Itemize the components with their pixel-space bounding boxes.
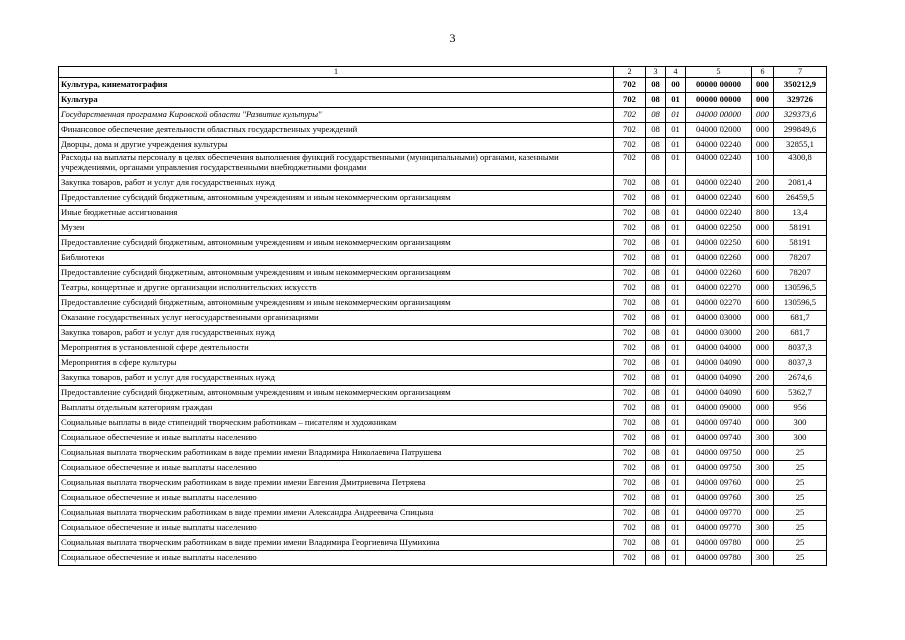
subsection-code-cell: 01 [666, 521, 686, 536]
column-number: 6 [752, 67, 774, 78]
table-row [59, 326, 827, 341]
target-article-cell: 04000 04000 [686, 341, 752, 356]
department-code-cell: 702 [614, 476, 646, 491]
table-row [59, 251, 827, 266]
expense-type-cell: 300 [752, 461, 774, 476]
department-code-cell: 702 [614, 108, 646, 123]
section-code-cell: 08 [646, 296, 666, 311]
section-code-cell: 08 [646, 281, 666, 296]
department-code-cell: 702 [614, 341, 646, 356]
amount-cell: 78207 [774, 266, 827, 281]
table-row [59, 401, 827, 416]
table-row [59, 153, 827, 176]
target-article-cell: 04000 09000 [686, 401, 752, 416]
row-name-cell: Предоставление субсидий бюджетным, автономным учреждениям и иным некоммерческим организациям [59, 266, 614, 281]
row-name-cell: Библиотеки [59, 251, 614, 266]
row-name-cell: Социальное обеспечение и иные выплаты населению [59, 521, 614, 536]
expense-type-cell: 600 [752, 191, 774, 206]
expense-type-cell: 200 [752, 326, 774, 341]
amount-cell: 25 [774, 446, 827, 461]
department-code-cell: 702 [614, 416, 646, 431]
section-code-cell: 08 [646, 266, 666, 281]
target-article-cell: 04000 09760 [686, 476, 752, 491]
expense-type-cell: 000 [752, 93, 774, 108]
department-code-cell: 702 [614, 93, 646, 108]
section-code-cell: 08 [646, 446, 666, 461]
department-code-cell: 702 [614, 326, 646, 341]
expense-type-cell: 800 [752, 206, 774, 221]
department-code-cell: 702 [614, 296, 646, 311]
subsection-code-cell: 01 [666, 176, 686, 191]
table-row [59, 236, 827, 251]
target-article-cell: 04000 04090 [686, 371, 752, 386]
row-name-cell: Социальная выплата творческим работникам в виде премии имени Евгения Дмитриевича Петряева [59, 476, 614, 491]
target-article-cell: 04000 04090 [686, 386, 752, 401]
table-row [59, 356, 827, 371]
target-article-cell: 04000 09740 [686, 416, 752, 431]
expense-type-cell: 600 [752, 266, 774, 281]
row-name-cell: Расходы на выплаты персоналу в целях обеспечения выполнения функций государственными (муниципальными) органами, казенными учреждениями, органами управления государственными внебюджетными фондами [59, 153, 614, 176]
amount-cell: 78207 [774, 251, 827, 266]
department-code-cell: 702 [614, 491, 646, 506]
subsection-code-cell: 01 [666, 251, 686, 266]
section-code-cell: 08 [646, 78, 666, 93]
section-code-cell: 08 [646, 371, 666, 386]
expense-type-cell: 000 [752, 311, 774, 326]
amount-cell: 681,7 [774, 311, 827, 326]
table-row [59, 461, 827, 476]
row-name-cell: Финансовое обеспечение деятельности областных государственных учреждений [59, 123, 614, 138]
row-name-cell: Дворцы, дома и другие учреждения культуры [59, 138, 614, 153]
expense-type-cell: 000 [752, 506, 774, 521]
expense-type-cell: 000 [752, 281, 774, 296]
section-code-cell: 08 [646, 401, 666, 416]
department-code-cell: 702 [614, 371, 646, 386]
target-article-cell: 04000 02240 [686, 153, 752, 176]
table-row [59, 416, 827, 431]
target-article-cell: 04000 02240 [686, 138, 752, 153]
subsection-code-cell: 01 [666, 356, 686, 371]
department-code-cell: 702 [614, 206, 646, 221]
amount-cell: 25 [774, 506, 827, 521]
amount-cell: 329373,6 [774, 108, 827, 123]
table-row [59, 476, 827, 491]
amount-cell: 58191 [774, 221, 827, 236]
subsection-code-cell: 01 [666, 221, 686, 236]
amount-cell: 299849,6 [774, 123, 827, 138]
table-row [59, 206, 827, 221]
amount-cell: 130596,5 [774, 296, 827, 311]
row-name-cell: Социальные выплаты в виде стипендий творческим работникам – писателям и художникам [59, 416, 614, 431]
subsection-code-cell: 01 [666, 191, 686, 206]
table-row [59, 371, 827, 386]
target-article-cell: 04000 03000 [686, 326, 752, 341]
row-name-cell: Предоставление субсидий бюджетным, автономным учреждениям и иным некоммерческим организациям [59, 386, 614, 401]
amount-cell: 8037,3 [774, 341, 827, 356]
section-code-cell: 08 [646, 491, 666, 506]
row-name-cell: Закупка товаров, работ и услуг для государственных нужд [59, 371, 614, 386]
row-name-cell: Социальная выплата творческим работникам в виде премии имени Александра Андреевича Спицына [59, 506, 614, 521]
target-article-cell: 04000 09770 [686, 521, 752, 536]
expense-type-cell: 000 [752, 536, 774, 551]
amount-cell: 956 [774, 401, 827, 416]
subsection-code-cell: 01 [666, 551, 686, 566]
section-code-cell: 08 [646, 176, 666, 191]
department-code-cell: 702 [614, 461, 646, 476]
department-code-cell: 702 [614, 236, 646, 251]
target-article-cell: 04000 09750 [686, 446, 752, 461]
section-code-cell: 08 [646, 461, 666, 476]
department-code-cell: 702 [614, 281, 646, 296]
column-number: 5 [686, 67, 752, 78]
expense-type-cell: 100 [752, 153, 774, 176]
column-number-row [59, 67, 827, 78]
target-article-cell: 04000 02250 [686, 236, 752, 251]
subsection-code-cell: 01 [666, 93, 686, 108]
expense-type-cell: 300 [752, 521, 774, 536]
subsection-code-cell: 01 [666, 281, 686, 296]
row-name-cell: Музеи [59, 221, 614, 236]
row-name-cell: Социальное обеспечение и иные выплаты населению [59, 551, 614, 566]
subsection-code-cell: 01 [666, 311, 686, 326]
section-code-cell: 08 [646, 341, 666, 356]
row-name-cell: Социальное обеспечение и иные выплаты населению [59, 461, 614, 476]
table-row [59, 191, 827, 206]
row-name-cell: Социальная выплата творческим работникам в виде премии имени Владимира Георгиевича Шумихина [59, 536, 614, 551]
expense-type-cell: 000 [752, 251, 774, 266]
subsection-code-cell: 01 [666, 401, 686, 416]
amount-cell: 26459,5 [774, 191, 827, 206]
section-code-cell: 08 [646, 521, 666, 536]
expense-type-cell: 200 [752, 176, 774, 191]
target-article-cell: 04000 09750 [686, 461, 752, 476]
target-article-cell: 04000 02260 [686, 251, 752, 266]
row-name-cell: Оказание государственных услуг негосударственными организациями [59, 311, 614, 326]
row-name-cell: Выплаты отдельным категориям граждан [59, 401, 614, 416]
table-row [59, 266, 827, 281]
table-row [59, 123, 827, 138]
amount-cell: 329726 [774, 93, 827, 108]
target-article-cell: 04000 09740 [686, 431, 752, 446]
department-code-cell: 702 [614, 401, 646, 416]
row-name-cell: Культура [59, 93, 614, 108]
expense-type-cell: 600 [752, 386, 774, 401]
page-number: 3 [449, 31, 456, 45]
subsection-code-cell: 01 [666, 153, 686, 176]
row-name-cell: Мероприятия в сфере культуры [59, 356, 614, 371]
section-code-cell: 08 [646, 236, 666, 251]
subsection-code-cell: 01 [666, 461, 686, 476]
column-number: 7 [774, 67, 827, 78]
subsection-code-cell: 01 [666, 266, 686, 281]
table-row [59, 138, 827, 153]
target-article-cell: 04000 02270 [686, 281, 752, 296]
subsection-code-cell: 01 [666, 138, 686, 153]
subsection-code-cell: 01 [666, 536, 686, 551]
amount-cell: 32855,1 [774, 138, 827, 153]
table-row [59, 491, 827, 506]
department-code-cell: 702 [614, 251, 646, 266]
table-row [59, 506, 827, 521]
table-row [59, 311, 827, 326]
expense-type-cell: 000 [752, 221, 774, 236]
expense-type-cell: 300 [752, 491, 774, 506]
amount-cell: 130596,5 [774, 281, 827, 296]
expense-type-cell: 000 [752, 476, 774, 491]
amount-cell: 8037,3 [774, 356, 827, 371]
row-name-cell: Театры, концертные и другие организации исполнительских искусств [59, 281, 614, 296]
department-code-cell: 702 [614, 386, 646, 401]
section-code-cell: 08 [646, 536, 666, 551]
department-code-cell: 702 [614, 311, 646, 326]
table-row [59, 176, 827, 191]
table-row [59, 341, 827, 356]
subsection-code-cell: 01 [666, 446, 686, 461]
section-code-cell: 08 [646, 431, 666, 446]
subsection-code-cell: 01 [666, 431, 686, 446]
row-name-cell: Социальная выплата творческим работникам в виде премии имени Владимира Николаевича Патрушева [59, 446, 614, 461]
target-article-cell: 04000 02240 [686, 191, 752, 206]
target-article-cell: 04000 02240 [686, 206, 752, 221]
table-row [59, 281, 827, 296]
amount-cell: 300 [774, 431, 827, 446]
target-article-cell: 00000 00000 [686, 78, 752, 93]
amount-cell: 13,4 [774, 206, 827, 221]
subsection-code-cell: 01 [666, 123, 686, 138]
row-name-cell: Мероприятия в установленной сфере деятельности [59, 341, 614, 356]
table-row [59, 431, 827, 446]
expense-type-cell: 300 [752, 551, 774, 566]
amount-cell: 58191 [774, 236, 827, 251]
table-row [59, 296, 827, 311]
expense-type-cell: 600 [752, 296, 774, 311]
expense-type-cell: 000 [752, 356, 774, 371]
subsection-code-cell: 01 [666, 341, 686, 356]
section-code-cell: 08 [646, 386, 666, 401]
table-row [59, 386, 827, 401]
target-article-cell: 00000 00000 [686, 93, 752, 108]
expense-type-cell: 000 [752, 341, 774, 356]
section-code-cell: 08 [646, 221, 666, 236]
section-code-cell: 08 [646, 251, 666, 266]
amount-cell: 350212,9 [774, 78, 827, 93]
target-article-cell: 04000 02250 [686, 221, 752, 236]
amount-cell: 25 [774, 536, 827, 551]
expense-type-cell: 000 [752, 446, 774, 461]
row-name-cell: Закупка товаров, работ и услуг для государственных нужд [59, 326, 614, 341]
table-row [59, 108, 827, 123]
expense-type-cell: 000 [752, 108, 774, 123]
section-code-cell: 08 [646, 551, 666, 566]
target-article-cell: 04000 02270 [686, 296, 752, 311]
column-number: 1 [59, 67, 614, 78]
department-code-cell: 702 [614, 551, 646, 566]
subsection-code-cell: 01 [666, 108, 686, 123]
subsection-code-cell: 00 [666, 78, 686, 93]
subsection-code-cell: 01 [666, 491, 686, 506]
department-code-cell: 702 [614, 176, 646, 191]
expense-type-cell: 200 [752, 371, 774, 386]
section-code-cell: 08 [646, 416, 666, 431]
amount-cell: 5362,7 [774, 386, 827, 401]
expense-type-cell: 000 [752, 138, 774, 153]
table-row [59, 551, 827, 566]
row-name-cell: Закупка товаров, работ и услуг для государственных нужд [59, 176, 614, 191]
budget-table-body [59, 67, 827, 566]
table-row [59, 446, 827, 461]
row-name-cell: Социальное обеспечение и иные выплаты населению [59, 431, 614, 446]
department-code-cell: 702 [614, 506, 646, 521]
department-code-cell: 702 [614, 221, 646, 236]
expense-type-cell: 000 [752, 416, 774, 431]
department-code-cell: 702 [614, 431, 646, 446]
expense-type-cell: 300 [752, 431, 774, 446]
row-name-cell: Социальное обеспечение и иные выплаты населению [59, 491, 614, 506]
section-code-cell: 08 [646, 476, 666, 491]
target-article-cell: 04000 00000 [686, 108, 752, 123]
target-article-cell: 04000 09760 [686, 491, 752, 506]
expense-type-cell: 000 [752, 401, 774, 416]
department-code-cell: 702 [614, 521, 646, 536]
table-row [59, 521, 827, 536]
amount-cell: 25 [774, 551, 827, 566]
department-code-cell: 702 [614, 356, 646, 371]
section-code-cell: 08 [646, 206, 666, 221]
column-number: 2 [614, 67, 646, 78]
department-code-cell: 702 [614, 266, 646, 281]
expense-type-cell: 600 [752, 236, 774, 251]
department-code-cell: 702 [614, 78, 646, 93]
budget-table [58, 66, 827, 566]
expense-type-cell: 000 [752, 78, 774, 93]
subsection-code-cell: 01 [666, 386, 686, 401]
row-name-cell: Предоставление субсидий бюджетным, автономным учреждениям и иным некоммерческим организациям [59, 236, 614, 251]
department-code-cell: 702 [614, 191, 646, 206]
target-article-cell: 04000 09770 [686, 506, 752, 521]
department-code-cell: 702 [614, 446, 646, 461]
section-code-cell: 08 [646, 356, 666, 371]
table-row [59, 93, 827, 108]
table-row [59, 536, 827, 551]
column-number: 3 [646, 67, 666, 78]
target-article-cell: 04000 09780 [686, 536, 752, 551]
section-code-cell: 08 [646, 153, 666, 176]
section-code-cell: 08 [646, 506, 666, 521]
target-article-cell: 04000 02260 [686, 266, 752, 281]
department-code-cell: 702 [614, 536, 646, 551]
section-code-cell: 08 [646, 191, 666, 206]
section-code-cell: 08 [646, 108, 666, 123]
amount-cell: 681,7 [774, 326, 827, 341]
subsection-code-cell: 01 [666, 326, 686, 341]
subsection-code-cell: 01 [666, 416, 686, 431]
section-code-cell: 08 [646, 123, 666, 138]
subsection-code-cell: 01 [666, 371, 686, 386]
row-name-cell: Культура, кинематография [59, 78, 614, 93]
target-article-cell: 04000 02000 [686, 123, 752, 138]
target-article-cell: 04000 09780 [686, 551, 752, 566]
expense-type-cell: 000 [752, 123, 774, 138]
amount-cell: 25 [774, 521, 827, 536]
subsection-code-cell: 01 [666, 206, 686, 221]
subsection-code-cell: 01 [666, 236, 686, 251]
department-code-cell: 702 [614, 153, 646, 176]
row-name-cell: Иные бюджетные ассигнования [59, 206, 614, 221]
target-article-cell: 04000 04090 [686, 356, 752, 371]
amount-cell: 25 [774, 491, 827, 506]
column-number: 4 [666, 67, 686, 78]
table-row [59, 78, 827, 93]
department-code-cell: 702 [614, 123, 646, 138]
subsection-code-cell: 01 [666, 506, 686, 521]
subsection-code-cell: 01 [666, 296, 686, 311]
row-name-cell: Предоставление субсидий бюджетным, автономным учреждениям и иным некоммерческим организациям [59, 296, 614, 311]
amount-cell: 300 [774, 416, 827, 431]
amount-cell: 2081,4 [774, 176, 827, 191]
table-row [59, 221, 827, 236]
amount-cell: 2674,6 [774, 371, 827, 386]
section-code-cell: 08 [646, 311, 666, 326]
amount-cell: 4300,8 [774, 153, 827, 176]
subsection-code-cell: 01 [666, 476, 686, 491]
amount-cell: 25 [774, 461, 827, 476]
target-article-cell: 04000 03000 [686, 311, 752, 326]
row-name-cell: Государственная программа Кировской области "Развитие культуры" [59, 108, 614, 123]
amount-cell: 25 [774, 476, 827, 491]
department-code-cell: 702 [614, 138, 646, 153]
section-code-cell: 08 [646, 326, 666, 341]
section-code-cell: 08 [646, 138, 666, 153]
target-article-cell: 04000 02240 [686, 176, 752, 191]
section-code-cell: 08 [646, 93, 666, 108]
row-name-cell: Предоставление субсидий бюджетным, автономным учреждениям и иным некоммерческим организациям [59, 191, 614, 206]
